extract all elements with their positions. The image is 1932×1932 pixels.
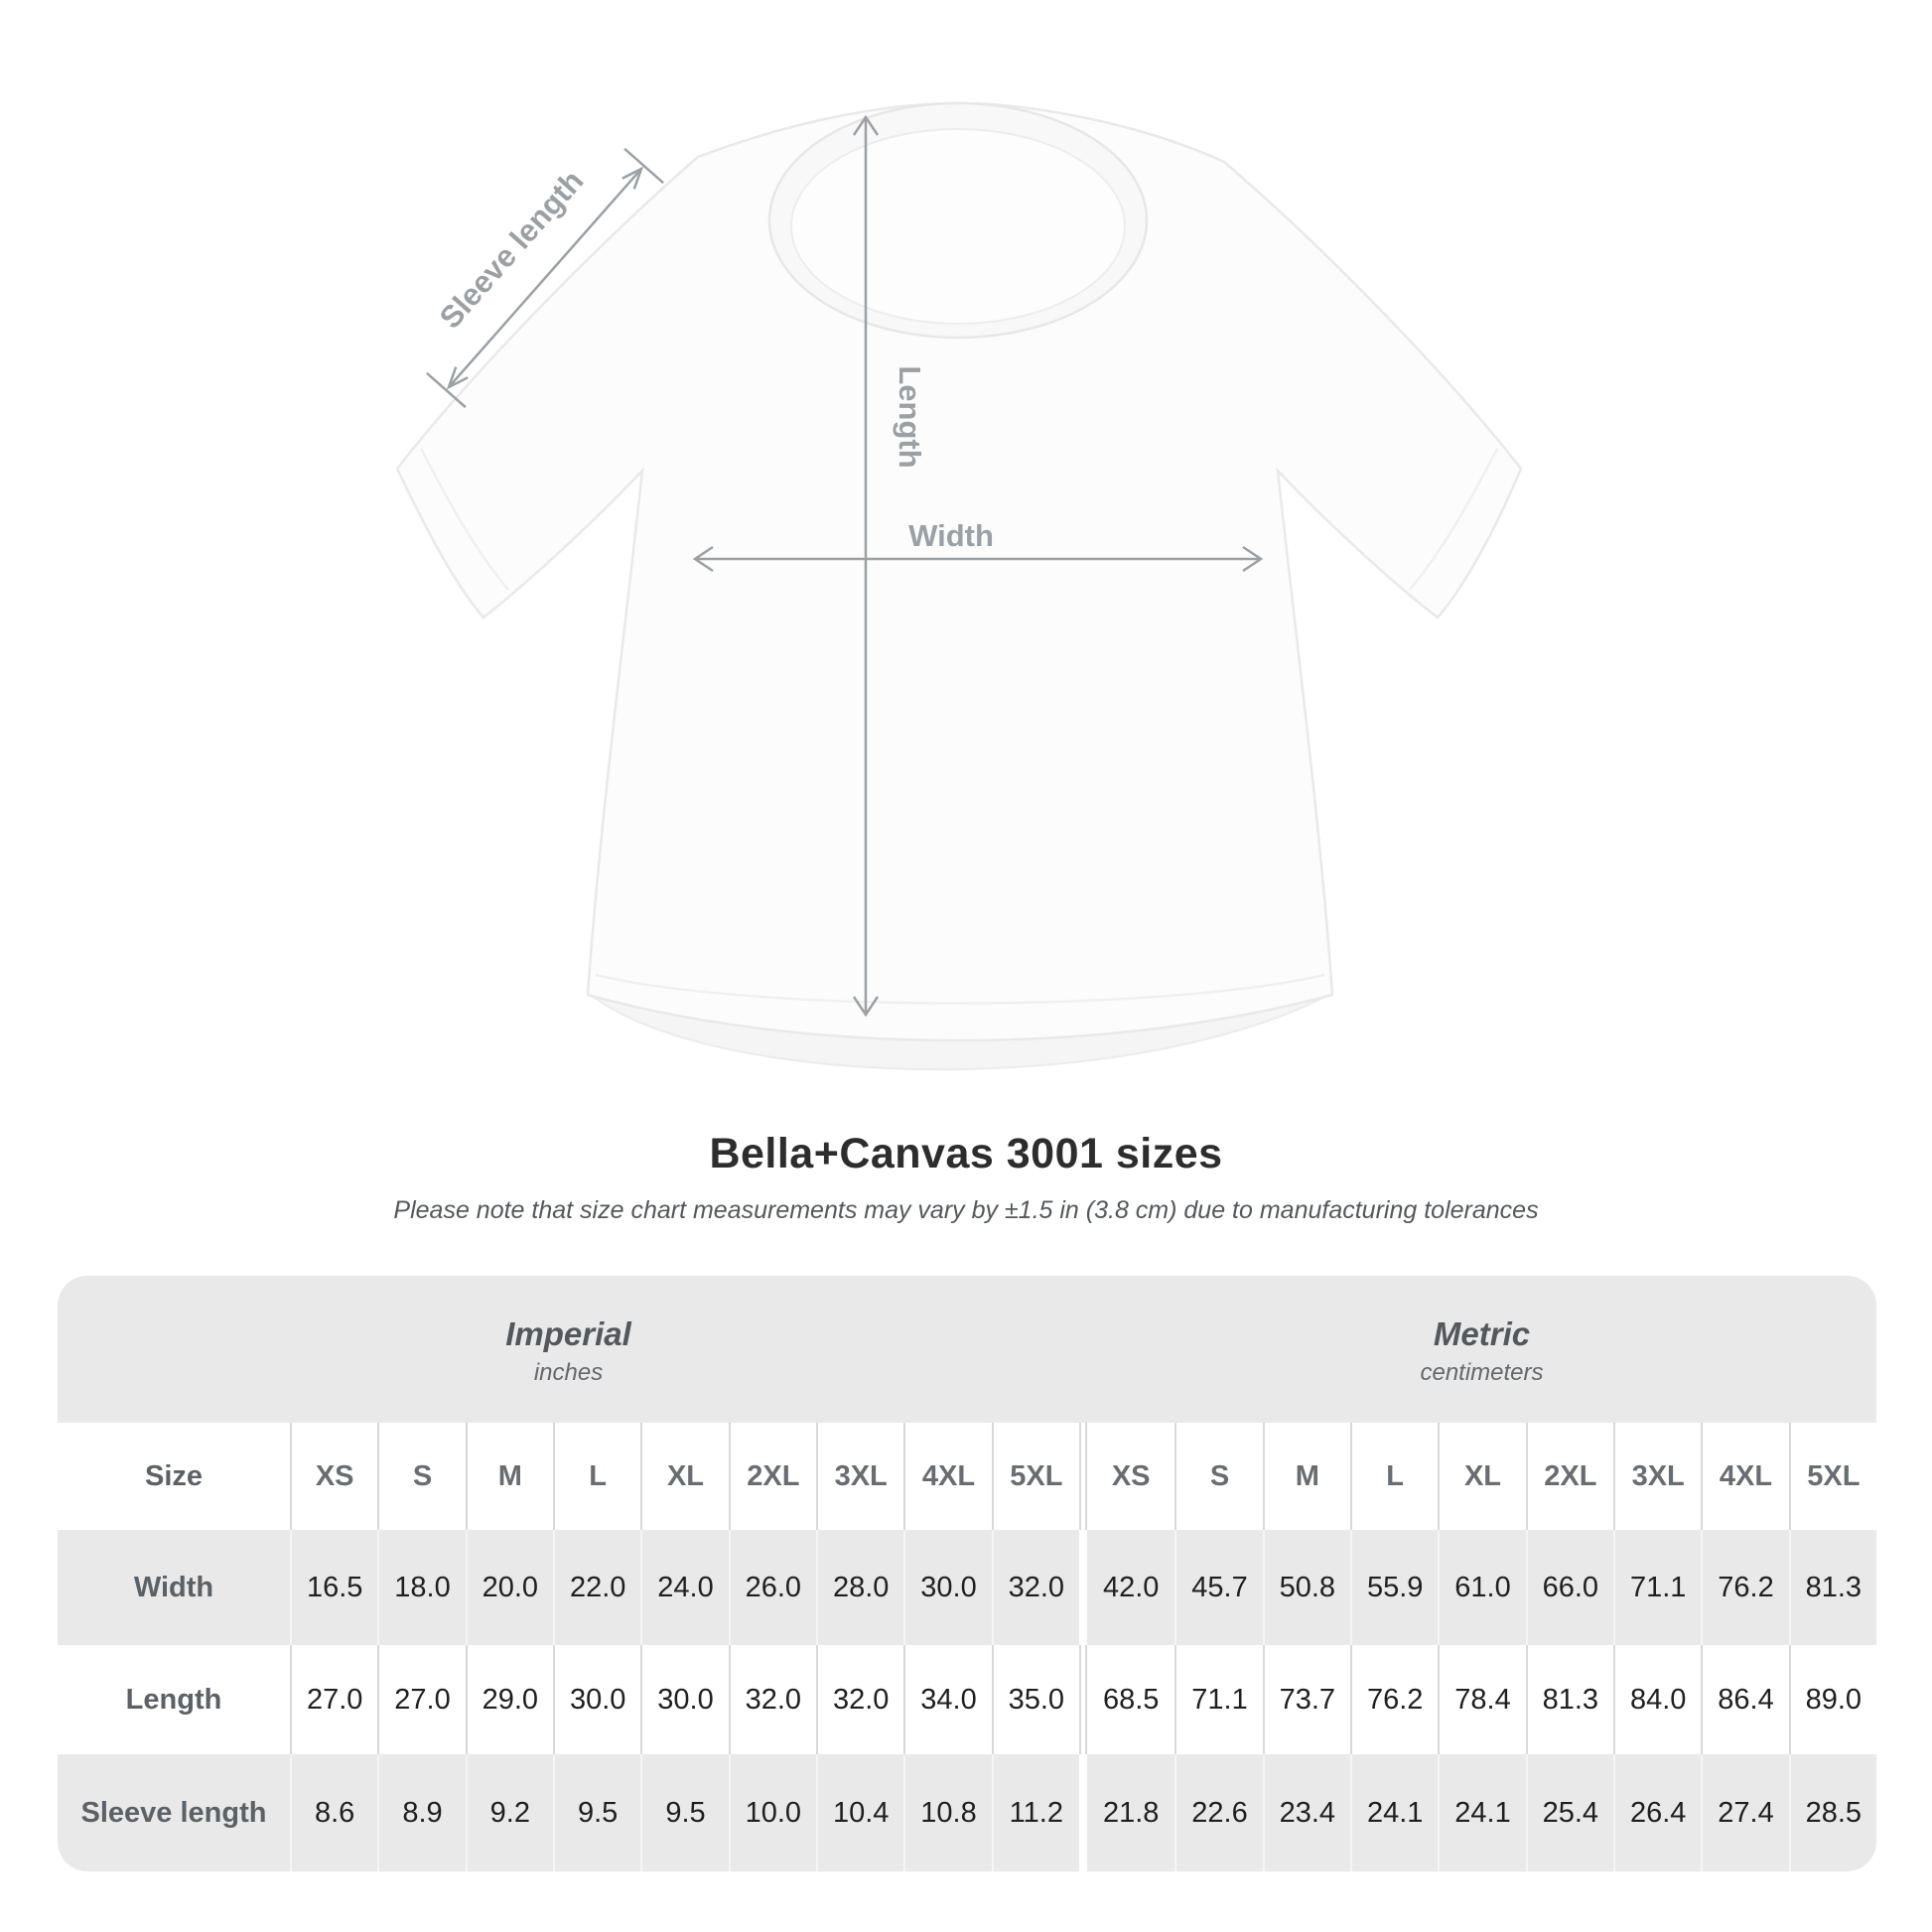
length-label: Length	[893, 365, 927, 469]
unit-groups-row	[58, 1276, 1876, 1423]
width-imperial-value: 32.0	[992, 1530, 1079, 1645]
imperial-size-3xl: 3XL	[816, 1423, 903, 1530]
width-imperial-value: 22.0	[553, 1530, 640, 1645]
tshirt-collar-inner	[791, 129, 1125, 324]
sleeve-imperial-value: 10.0	[729, 1754, 816, 1871]
sleeve-imperial-value: 9.2	[466, 1754, 553, 1871]
width-metric-value: 50.8	[1263, 1530, 1350, 1645]
sleeve-metric-value: 24.1	[1438, 1754, 1525, 1871]
length-imperial-value: 29.0	[466, 1645, 553, 1754]
length-metric-value: 81.3	[1526, 1645, 1613, 1754]
width-imperial-value: 28.0	[816, 1530, 903, 1645]
width-imperial-value: 24.0	[640, 1530, 728, 1645]
imperial-size-5xl: 5XL	[992, 1423, 1079, 1530]
table-divider	[1079, 1423, 1087, 1530]
metric-size-xl: XL	[1438, 1423, 1525, 1530]
length-metric-value: 89.0	[1789, 1645, 1876, 1754]
sleeve-imperial-value: 10.8	[903, 1754, 991, 1871]
length-imperial-value: 27.0	[377, 1645, 465, 1754]
width-metric-value: 81.3	[1789, 1530, 1876, 1645]
sleeve-imperial-value: 8.6	[290, 1754, 377, 1871]
size-header-row	[58, 1423, 1876, 1530]
width-imperial-value: 18.0	[377, 1530, 465, 1645]
sleeve-imperial-value: 8.9	[377, 1754, 465, 1871]
imperial-label: Imperial	[505, 1315, 631, 1352]
sleeve-length-label: Sleeve length	[432, 163, 591, 336]
table-row-length	[58, 1645, 1876, 1754]
size-table	[58, 1276, 1876, 1871]
sleeve-imperial-value: 10.4	[816, 1754, 903, 1871]
row-label-width: Width	[58, 1530, 290, 1645]
sleeve-imperial-value: 9.5	[553, 1754, 640, 1871]
metric-size-s: S	[1174, 1423, 1262, 1530]
page-title: Bella+Canvas 3001 sizes	[709, 1130, 1223, 1177]
width-metric-value: 61.0	[1438, 1530, 1525, 1645]
row-label-length: Length	[58, 1645, 290, 1754]
sleeve-metric-value: 28.5	[1789, 1754, 1876, 1871]
length-imperial-value: 35.0	[992, 1645, 1079, 1754]
sleeve-imperial-value: 11.2	[992, 1754, 1079, 1871]
length-imperial-value: 30.0	[640, 1645, 728, 1754]
width-metric-value: 45.7	[1174, 1530, 1262, 1645]
sleeve-metric-value: 22.6	[1174, 1754, 1262, 1871]
sleeve-imperial-value: 9.5	[640, 1754, 728, 1871]
sleeve-metric-value: 24.1	[1350, 1754, 1438, 1871]
width-metric-value: 76.2	[1701, 1530, 1788, 1645]
imperial-size-4xl: 4XL	[903, 1423, 991, 1530]
length-metric-value: 84.0	[1613, 1645, 1701, 1754]
length-metric-value: 73.7	[1263, 1645, 1350, 1754]
metric-label: Metric	[1433, 1315, 1531, 1352]
width-metric-value: 66.0	[1526, 1530, 1613, 1645]
length-metric-value: 71.1	[1174, 1645, 1262, 1754]
width-imperial-value: 26.0	[729, 1530, 816, 1645]
imperial-size-s: S	[377, 1423, 465, 1530]
sleeve-metric-value: 27.4	[1701, 1754, 1788, 1871]
row-label-sleeve-length: Sleeve length	[58, 1754, 290, 1871]
length-metric-value: 86.4	[1701, 1645, 1788, 1754]
length-metric-value: 78.4	[1438, 1645, 1525, 1754]
imperial-group-header	[58, 1276, 1079, 1423]
sleeve-metric-value: 23.4	[1263, 1754, 1350, 1871]
width-imperial-value: 20.0	[466, 1530, 553, 1645]
table-divider	[1079, 1754, 1087, 1871]
imperial-size-2xl: 2XL	[729, 1423, 816, 1530]
width-imperial-value: 16.5	[290, 1530, 377, 1645]
sleeve-metric-value: 26.4	[1613, 1754, 1701, 1871]
metric-size-l: L	[1350, 1423, 1438, 1530]
imperial-size-xs: XS	[290, 1423, 377, 1530]
length-metric-value: 68.5	[1087, 1645, 1174, 1754]
metric-size-4xl: 4XL	[1701, 1423, 1788, 1530]
sleeve-metric-value: 25.4	[1526, 1754, 1613, 1871]
length-imperial-value: 32.0	[816, 1645, 903, 1754]
table-divider	[1079, 1645, 1087, 1754]
table-divider	[1079, 1530, 1087, 1645]
metric-size-5xl: 5XL	[1789, 1423, 1876, 1530]
length-imperial-value: 32.0	[729, 1645, 816, 1754]
metric-group-header	[1087, 1276, 1876, 1423]
width-metric-value: 55.9	[1350, 1530, 1438, 1645]
imperial-unit: inches	[533, 1359, 604, 1386]
imperial-size-m: M	[466, 1423, 553, 1530]
metric-size-m: M	[1263, 1423, 1350, 1530]
sleeve-metric-value: 21.8	[1087, 1754, 1174, 1871]
tolerance-note: Please note that size chart measurements may vary by ±1.5 in (3.8 cm) due to manufacturing tolerances	[393, 1196, 1539, 1224]
metric-size-3xl: 3XL	[1613, 1423, 1701, 1530]
unit-band-divider	[1079, 1276, 1087, 1423]
metric-size-2xl: 2XL	[1526, 1423, 1613, 1530]
metric-unit: centimeters	[1420, 1359, 1544, 1386]
length-imperial-value: 27.0	[290, 1645, 377, 1754]
table-row-width	[58, 1530, 1876, 1645]
width-metric-value: 71.1	[1613, 1530, 1701, 1645]
imperial-size-l: L	[553, 1423, 640, 1530]
length-metric-value: 76.2	[1350, 1645, 1438, 1754]
length-imperial-value: 34.0	[903, 1645, 991, 1754]
width-imperial-value: 30.0	[903, 1530, 991, 1645]
imperial-size-xl: XL	[640, 1423, 728, 1530]
metric-size-xs: XS	[1087, 1423, 1174, 1530]
length-imperial-value: 30.0	[553, 1645, 640, 1754]
table-row-sleeve-length	[58, 1754, 1876, 1871]
width-label: Width	[908, 518, 994, 553]
width-metric-value: 42.0	[1087, 1530, 1174, 1645]
size-column-header: Size	[58, 1423, 290, 1530]
